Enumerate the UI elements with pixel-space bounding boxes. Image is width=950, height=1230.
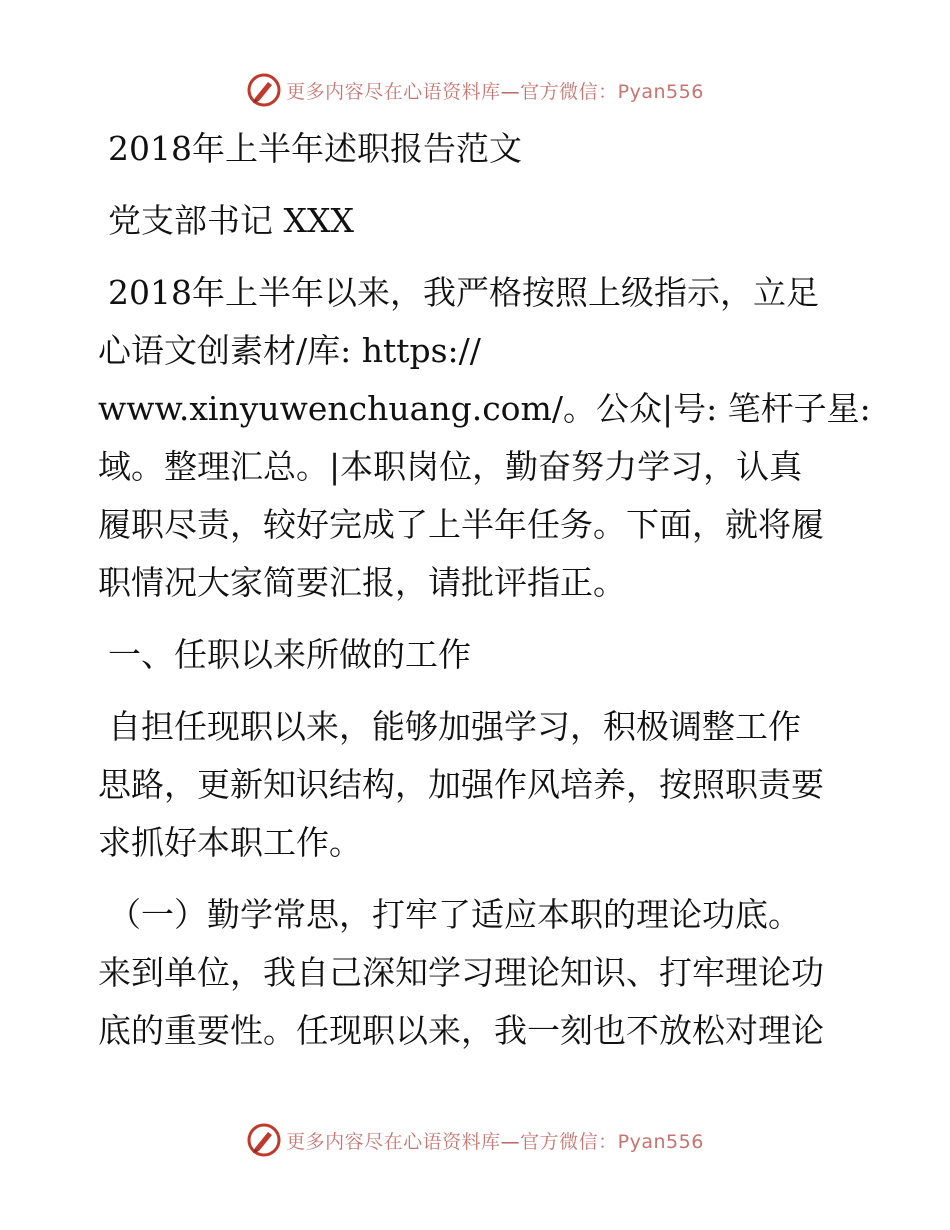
watermark-text [286, 77, 704, 104]
document-title: 2018年上半年述职报告范文 [108, 129, 522, 168]
text-line: 履职尽责，较好完成了上半年任务。下面，就将履 [98, 505, 824, 544]
text-line: www.xinyuwenchuang.com/。公众|号: 笔杆子星: [98, 389, 871, 428]
text-line: 求抓好本职工作。 [98, 823, 362, 862]
watermark-dash: — [500, 80, 521, 103]
watermark-site-name: 更多内容尽在心语资料库 [286, 80, 501, 103]
watermark-banner-bottom [0, 1120, 950, 1160]
watermark-text [286, 1127, 704, 1154]
subsection-heading: （一）勤学常思，打牢了适应本职的理论功底。 [108, 895, 801, 934]
text-line: 思路，更新知识结构，加强作风培养，按照职责要 [98, 765, 824, 804]
watermark-site-name: 更多内容尽在心语资料库 [286, 1130, 501, 1153]
text-line: 职情况大家简要汇报，请批评指正。 [98, 563, 626, 602]
text-line: 来到单位，我自己深知学习理论知识、打牢理论功 [98, 953, 824, 992]
text-line: 2018年上半年以来，我严格按照上级指示，立足 [108, 273, 819, 312]
pen-logo-icon [246, 72, 282, 108]
paragraph-3 [98, 886, 858, 1060]
watermark-contact: 官方微信：Pyan556 [520, 1130, 704, 1153]
watermark-banner-top [0, 70, 950, 110]
paragraph-1 [98, 264, 871, 612]
text-line: 心语文创素材/库: https:// [98, 331, 481, 370]
author-line: 党支部书记 XXX [108, 201, 354, 240]
paragraph-2 [98, 698, 858, 872]
text-line: 自担任现职以来，能够加强学习，积极调整工作 [108, 707, 801, 746]
watermark-dash: — [500, 1130, 521, 1153]
text-line: 域。整理汇总。|本职岗位，勤奋努力学习，认真 [98, 447, 803, 486]
text-line: 底的重要性。任现职以来，我一刻也不放松对理论 [98, 1011, 824, 1050]
section-heading: 一、任职以来所做的工作 [108, 635, 471, 674]
document-body [98, 120, 871, 1060]
pen-logo-icon [246, 1122, 282, 1158]
watermark-contact: 官方微信：Pyan556 [520, 80, 704, 103]
section-heading-1 [98, 626, 858, 684]
